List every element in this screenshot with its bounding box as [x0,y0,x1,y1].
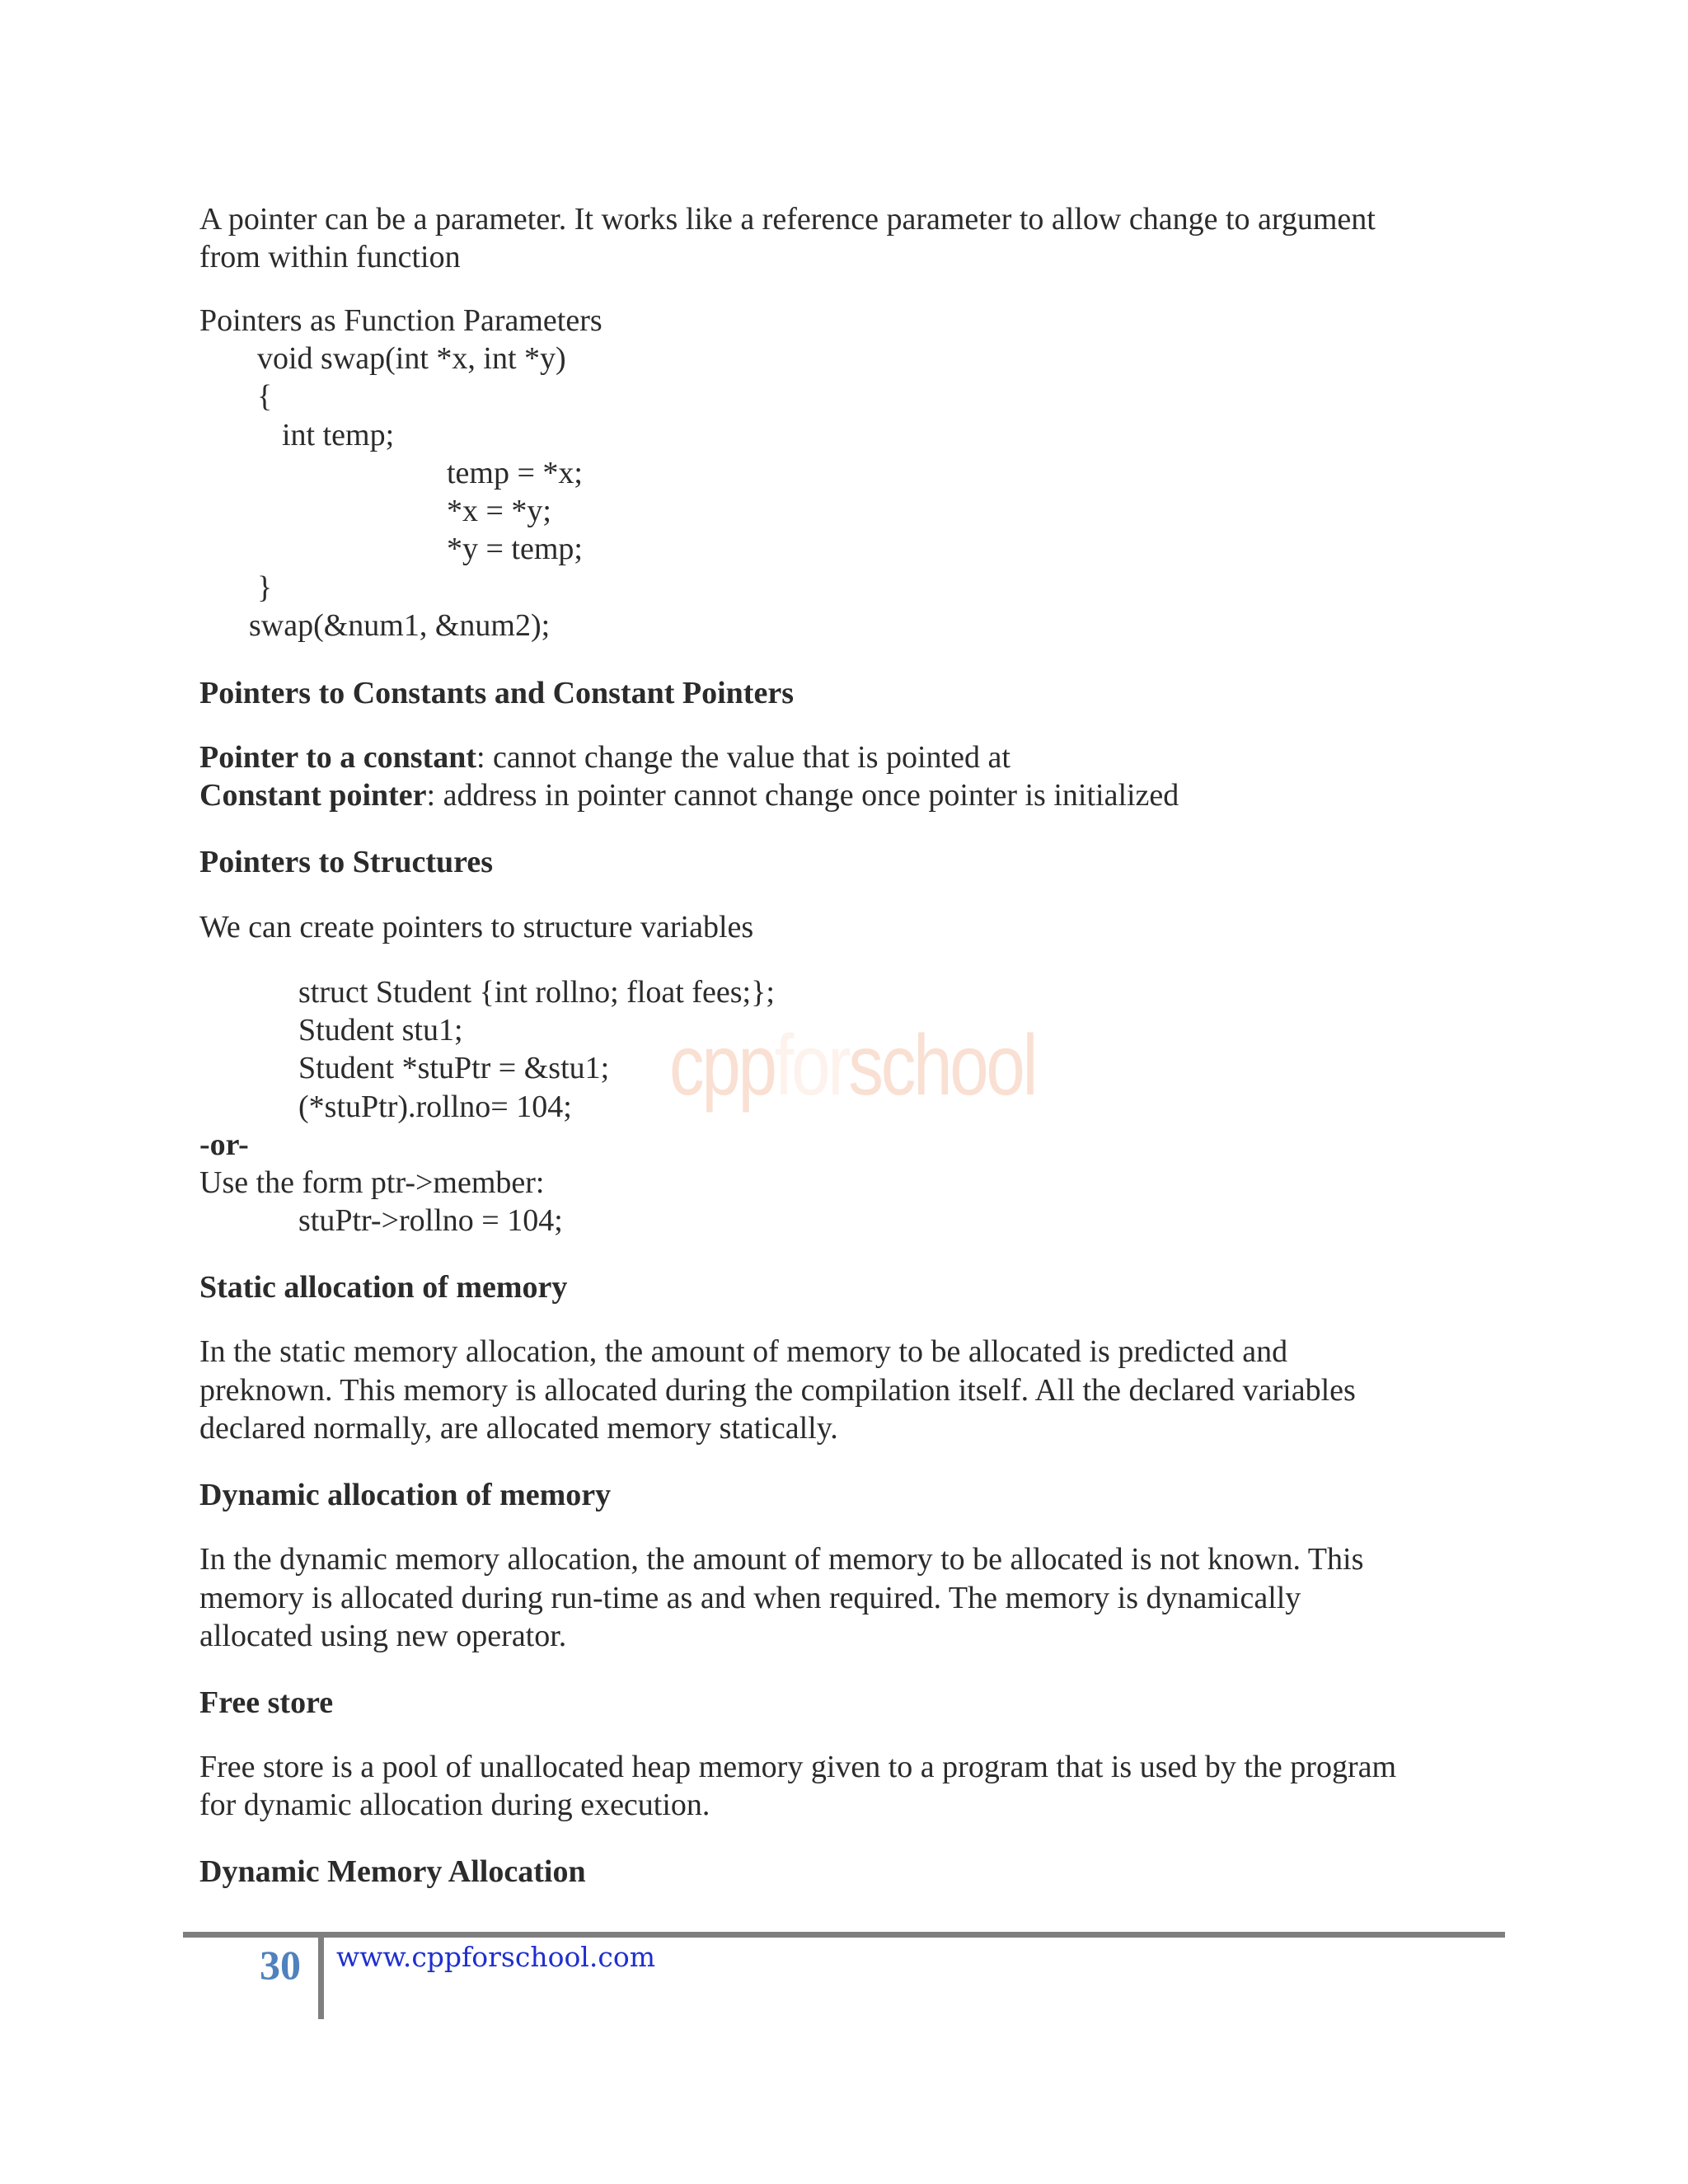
cppforschool-watermark: cppforschool [669,1018,1036,1113]
section-heading-static-alloc: Static allocation of memory [199,1270,568,1305]
paragraph-line: preknown. This memory is allocated during the compilation itself. All the declared variables [199,1373,1356,1408]
def-pointer-to-constant: : cannot change the value that is pointed at [476,740,1010,775]
code-line: { [257,379,273,414]
code-line: Student stu1; [298,1013,463,1047]
def-constant-pointer: : address in pointer cannot change once pointer is initialized [426,778,1179,813]
definition-constant-pointer [199,776,1179,814]
section-label-pointers-as-params: Pointers as Function Parameters [199,303,603,338]
structs-text: We can create pointers to structure variables [199,910,754,944]
code-line: struct Student {int rollno; float fees;}; [298,975,775,1010]
footer-divider [183,1932,1505,1938]
term-pointer-to-constant: Pointer to a constant [199,740,476,775]
footer-vertical-divider [318,1932,324,2019]
code-line: swap(&num1, &num2); [249,608,551,643]
code-line: void swap(int *x, int *y) [257,341,566,376]
section-heading-structs: Pointers to Structures [199,845,494,879]
code-line: *y = temp; [447,532,583,566]
paragraph-line: In the static memory allocation, the amount of memory to be allocated is predicted and [199,1334,1288,1369]
paragraph-line: Free store is a pool of unallocated heap memory given to a program that is used by the program [199,1750,1397,1784]
code-line: stuPtr->rollno = 104; [298,1203,563,1238]
code-line: int temp; [282,418,395,452]
footer-website-link[interactable]: www.cppforschool.com [336,1941,655,1973]
page-number: 30 [260,1942,301,1988]
code-line: } [257,570,273,605]
code-line: (*stuPtr).rollno= 104; [298,1090,572,1124]
definition-pointer-to-constant [199,738,1010,776]
code-line: temp = *x; [447,456,583,490]
code-line: Student *stuPtr = &stu1; [298,1051,610,1085]
paragraph-line: In the dynamic memory allocation, the amount of memory to be allocated is not known. This [199,1542,1364,1577]
code-line: *x = *y; [447,494,551,528]
paragraph-line: for dynamic allocation during execution. [199,1788,710,1822]
alt-form-text: Use the form ptr->member: [199,1165,545,1200]
paragraph-line: allocated using new operator. [199,1619,567,1653]
section-heading-dynamic-alloc: Dynamic allocation of memory [199,1478,612,1512]
section-heading-dma: Dynamic Memory Allocation [199,1854,586,1889]
section-heading-const-pointers: Pointers to Constants and Constant Pointers [199,676,794,710]
term-constant-pointer: Constant pointer [199,778,427,813]
section-heading-free-store: Free store [199,1685,334,1720]
intro-line-1: A pointer can be a parameter. It works like a reference parameter to allow change to argument [199,202,1376,237]
intro-line-2: from within function [199,240,461,274]
paragraph-line: declared normally, are allocated memory statically. [199,1411,838,1446]
paragraph-line: memory is allocated during run-time as and when required. The memory is dynamically [199,1581,1301,1615]
or-label: -or- [199,1127,249,1162]
